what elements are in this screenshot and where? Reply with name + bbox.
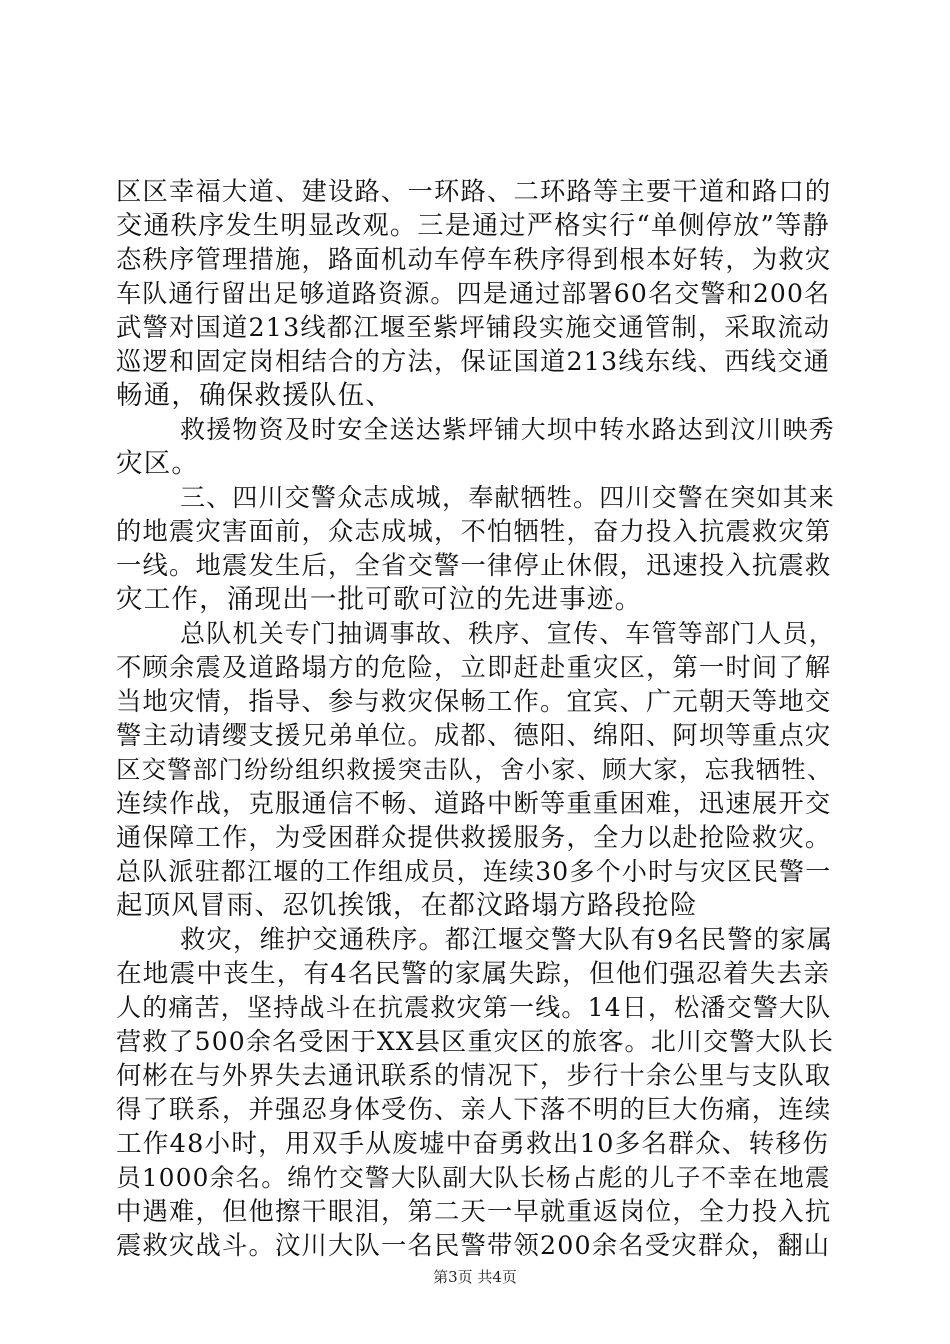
text-line: 在地震中丧生，有4名民警的家属失踪，但他们强忍着失去亲: [116, 959, 831, 989]
text-line: 救灾，维护交通秩序。都江堰交警大队有9名民警的家属: [180, 925, 834, 954]
text-line: 巡逻和固定岗相结合的方法，保证国道213线东线、西线交通: [116, 347, 831, 376]
text-line: 畅通，确保救援队伍、: [116, 380, 393, 411]
text-line: 总队机关专门抽调事故、秩序、宣传、车管等部门人员，: [180, 619, 836, 648]
text-line: 当地灾情，指导、参与救灾保畅工作。宜宾、广元朝天等地交: [116, 687, 832, 716]
text-line: 工作48小时，用双手从废墟中奋勇救出10多名群众、转移伤: [116, 1129, 829, 1159]
text-line: 一线。地震发生后，全省交警一律停止休假，迅速投入抗震救: [116, 551, 832, 580]
text-line: 区区幸福大道、建设路、一环路、二环路等主要干道和路口的: [116, 177, 832, 206]
text-line: 中遇难，但他擦干眼泪，第二天一早就重返岗位，全力投入抗: [116, 1197, 832, 1226]
text-line: 连续作战，克服通信不畅、道路中断等重重困难，迅速展开交: [116, 789, 832, 818]
text-line: 人的痛苦，坚持战斗在抗震救灾第一线。14日，松潘交警大队: [116, 993, 832, 1022]
text-line: 营救了500余名受困于XX县区重灾区的旅客。北川交警大队长: [116, 1027, 835, 1056]
text-line: 灾工作，涌现出一批可歌可泣的先进事迹。: [116, 584, 643, 615]
text-line: 区交警部门纷纷组织救援突击队，舍小家、顾大家，忘我牺牲、: [116, 755, 833, 784]
text-line: 态秩序管理措施，路面机动车停车秩序得到根本好转，为救灾: [116, 245, 832, 274]
page-number-footer: 第3页 共4页: [433, 1268, 517, 1286]
text-line: 通保障工作，为受困群众提供救援服务，全力以赴抢险救灾。: [116, 823, 832, 852]
text-line: 武警对国道213线都江堰至紫坪铺段实施交通管制，采取流动: [116, 313, 831, 342]
text-line: 何彬在与外界失去通讯联系的情况下，步行十余公里与支队取: [116, 1061, 832, 1090]
text-line: 震救灾战斗。汶川大队一名民警带领200余名受灾群众，翻山: [116, 1231, 831, 1260]
text-line: 的地震灾害面前，众志成城，不怕牺牲，奋力投入抗震救灾第: [116, 517, 832, 546]
text-line: 员1000余名。绵竹交警大队副大队长杨占彪的儿子不幸在地震: [116, 1163, 831, 1192]
text-line: 起顶风冒雨、忍饥挨饿，在都汶路塌方路段抢险: [116, 890, 698, 921]
text-line: 救援物资及时安全送达紫坪铺大坝中转水路达到汶川映秀: [180, 415, 836, 444]
text-line: 三、四川交警众志成城，奉献牺牲。四川交警在突如其来: [180, 483, 836, 512]
text-line: 得了联系，并强忍身体受伤、亲人下落不明的巨大伤痛，连续: [116, 1095, 832, 1124]
text-line: 警主动请缨支援兄弟单位。成都、德阳、绵阳、阿坝等重点灾: [116, 721, 832, 750]
text-line: 不顾余震及道路塌方的危险，立即赶赴重灾区，第一时间了解: [116, 653, 832, 682]
text-line: 车队通行留出足够道路资源。四是通过部署60名交警和200名: [116, 279, 831, 308]
text-line: 交通秩序发生明显改观。三是通过严格实行“单侧停放”等静: [116, 211, 830, 241]
text-line: 总队派驻都江堰的工作组成员，连续30多个小时与灾区民警一: [116, 857, 832, 886]
text-line: 灾区。: [116, 448, 200, 479]
